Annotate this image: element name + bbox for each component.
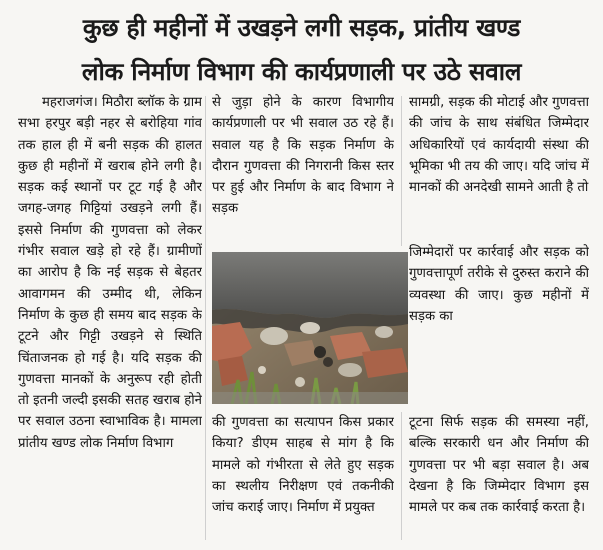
article-column-3-bottom	[409, 412, 589, 544]
article-column-3-top	[409, 92, 589, 242]
article-paragraph: महराजगंज। मिठौरा ब्लॉक के ग्राम सभा हरपुर बड़ी नहर से बरोहिया गांव तक हाल ही में बनी सड़क की हालत कुछ ही महीनों में खराब होने लगी है। सड़क कई स्थानों पर टूट गई है और जगह-जगह गिट्टियां उखड़ने लगी हैं। इससे निर्माण की गुणवत्ता को लेकर गंभीर सवाल खड़े हो रहे हैं। ग्रामीणों का आरोप है कि नई सड़क से बेहतर आवागमन की उम्मीद थी, लेकिन निर्माण के कुछ ही समय बाद सड़क के टूटने और गिट्टी उखड़ने से स्थिति चिंताजनक हो गई है। यदि सड़क की गुणवत्ता मानकों के अनुरूप रही होती तो इतनी जल्दी इसकी सतह खराब होने पर सवाल उठना स्वाभाविक है। मामला प्रांतीय खण्ड लोक निर्माण विभाग	[18, 95, 202, 451]
article-paragraph: की गुणवत्ता का सत्यापन किस प्रकार किया? डीएम साहब से मांग है कि मामले को गंभीरता से लेते हुए सड़क का स्थलीय निरीक्षण एवं तकनीकी जांच कराई जाए। निर्माण में प्रयुक्त	[212, 415, 394, 516]
headline-line-1: कुछ ही महीनों में उखड़ने लगी सड़क, प्रांतीय खण्ड	[82, 13, 521, 42]
article-column-1	[18, 92, 202, 544]
broken-road-image	[212, 252, 408, 404]
column-divider	[401, 412, 402, 540]
headline-line-2: लोक निर्माण विभाग की कार्यप्रणाली पर उठे सवाल	[81, 57, 522, 86]
column-divider	[401, 96, 402, 246]
article-column-3-middle	[409, 242, 589, 408]
broken-road-photo	[212, 252, 408, 404]
article-paragraph: टूटना सिर्फ सड़क की समस्या नहीं, बल्कि सरकारी धन और निर्माण की गुणवत्ता पर भी बड़ा सवाल है। अब देखना है कि जिम्मेदार विभाग इस मामले पर कब तक कार्रवाई करता है।	[409, 415, 589, 516]
column-divider	[205, 96, 206, 540]
article-paragraph: सामग्री, सड़क की मोटाई और गुणवत्ता की जांच के साथ संबंधित जिम्मेदार अधिकारियों एवं कार्यदायी संस्था की भूमिका भी तय की जाए। यदि जांच में मानकों की अनदेखी सामने आती है तो	[409, 95, 589, 196]
article-paragraph: से जुड़ा होने के कारण विभागीय कार्यप्रणाली पर भी सवाल उठ रहे हैं। सवाल यह है कि सड़क निर्माण के दौरान गुणवत्ता की निगरानी किस स्तर पर हुई और निर्माण के बाद विभाग ने सड़क	[212, 95, 394, 217]
article-column-2-top	[212, 92, 394, 242]
headline	[4, 6, 599, 94]
article-column-2-bottom	[212, 412, 394, 544]
article-paragraph: जिम्मेदारों पर कार्रवाई और सड़क को गुणवत्तापूर्ण तरीके से दुरुस्त कराने की व्यवस्था की जाए। कुछ महीनों में सड़क का	[409, 245, 589, 324]
